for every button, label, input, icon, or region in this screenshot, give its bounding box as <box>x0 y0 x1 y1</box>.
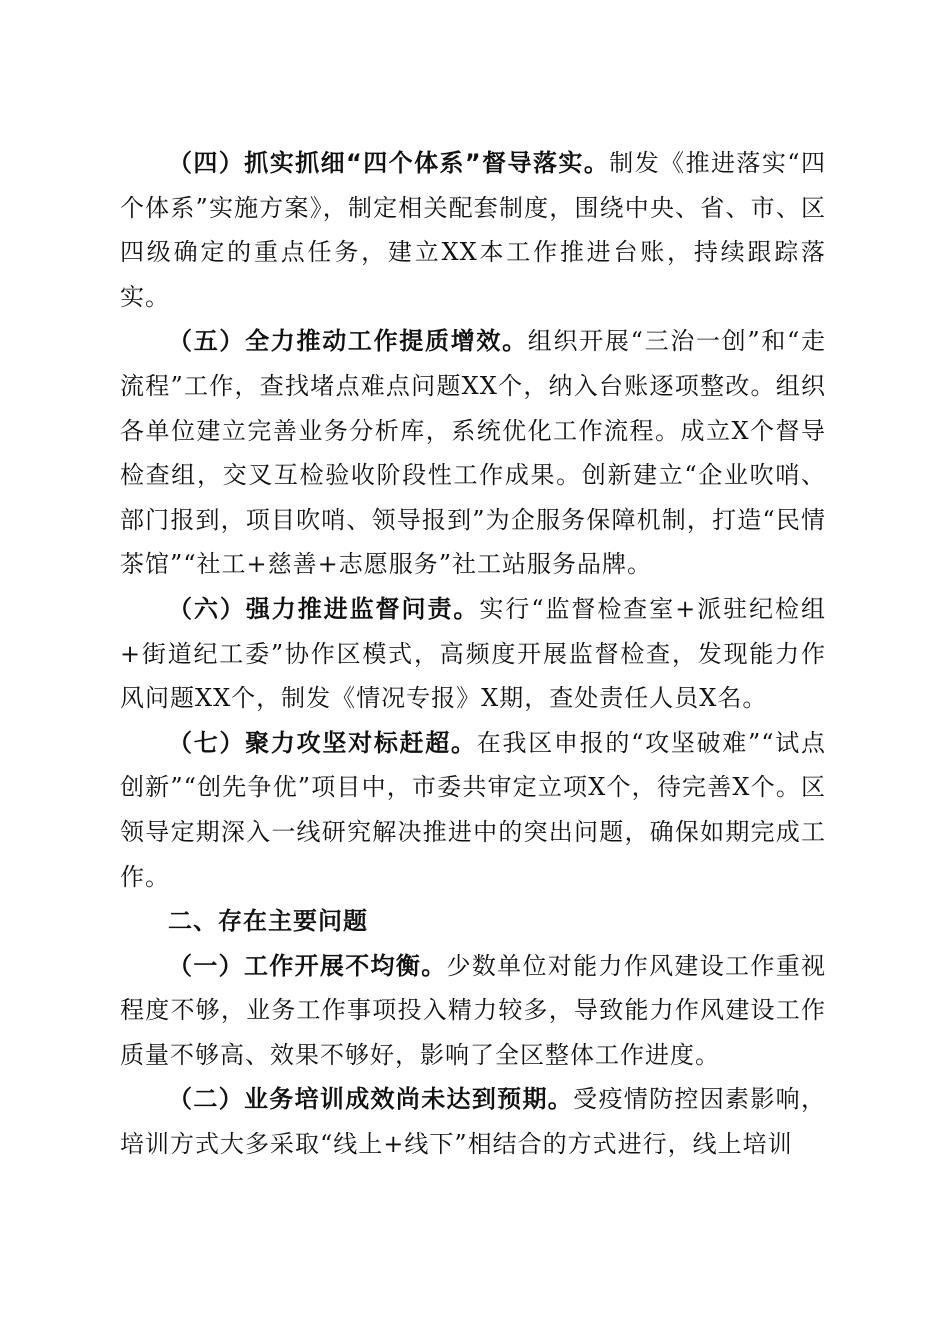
paragraph-6-body: 实行“监督检查室+派驻纪检组+街道纪工委”协作区模式，高频度开展监督检查，发现能力作风问题XX个，制发《情况专报》X期，查处责任人员X名。 <box>120 594 826 713</box>
issue-2 <box>120 1077 826 1166</box>
issue-1 <box>120 944 826 1078</box>
paragraph-7 <box>120 721 826 899</box>
paragraph-4 <box>120 141 826 319</box>
paragraph-4-lead: （四）抓实抓细“四个体系”督导落实。 <box>168 149 610 177</box>
issue-1-body: 少数单位对能力作风建设工作重视程度不够，业务工作事项投入精力较多，导致能力作风建设工作质量不够高、效果不够好，影响了全区整体工作进度。 <box>120 951 827 1069</box>
paragraph-6-lead: （六）强力推进监督问责。 <box>168 594 480 623</box>
issue-2-lead: （二）业务培训成效尚未达到预期。 <box>168 1085 574 1114</box>
paragraph-5 <box>120 319 826 587</box>
paragraph-5-lead: （五）全力推动工作提质增效。 <box>168 327 528 356</box>
paragraph-7-lead: （七）聚力攻坚对标赶超。 <box>168 728 477 757</box>
section-heading: 二、存在主要问题 <box>168 907 368 936</box>
paragraph-6 <box>120 587 826 721</box>
paragraph-7-body: 在我区申报的“攻坚破难”“试点创新”“创先争优”项目中，市委共审定立项X个，待完善X个。区领导定期深入一线研究解决推进中的突出问题，确保如期完成工作。 <box>120 728 826 891</box>
issue-1-lead: （一）工作开展不均衡。 <box>168 951 447 980</box>
issue-2-body: 受疫情防控因素影响，培训方式大多采取“线上+线下”相结合的方式进行，线上培训 <box>120 1085 827 1159</box>
paragraph-4-body: 制发《推进落实“四个体系”实施方案》，制定相关配套制度，围绕中央、省、市、区四级确定的重点任务，建立XX本工作推进台账，持续跟踪落实。 <box>120 149 826 311</box>
paragraph-5-body: 组织开展“三治一创”和“走流程”工作，查找堵点难点问题XX个，纳入台账逐项整改。组织各单位建立完善业务分析库，系统优化工作流程。成立X个督导检查组，交叉互检验收阶段性工作成果。创新建立“企业吹哨、部门报到，项目吹哨、领导报到”为企服务保障机制，打造“民情茶馆”“社工+慈善+志愿服务”社工站服务品牌。 <box>120 327 826 579</box>
